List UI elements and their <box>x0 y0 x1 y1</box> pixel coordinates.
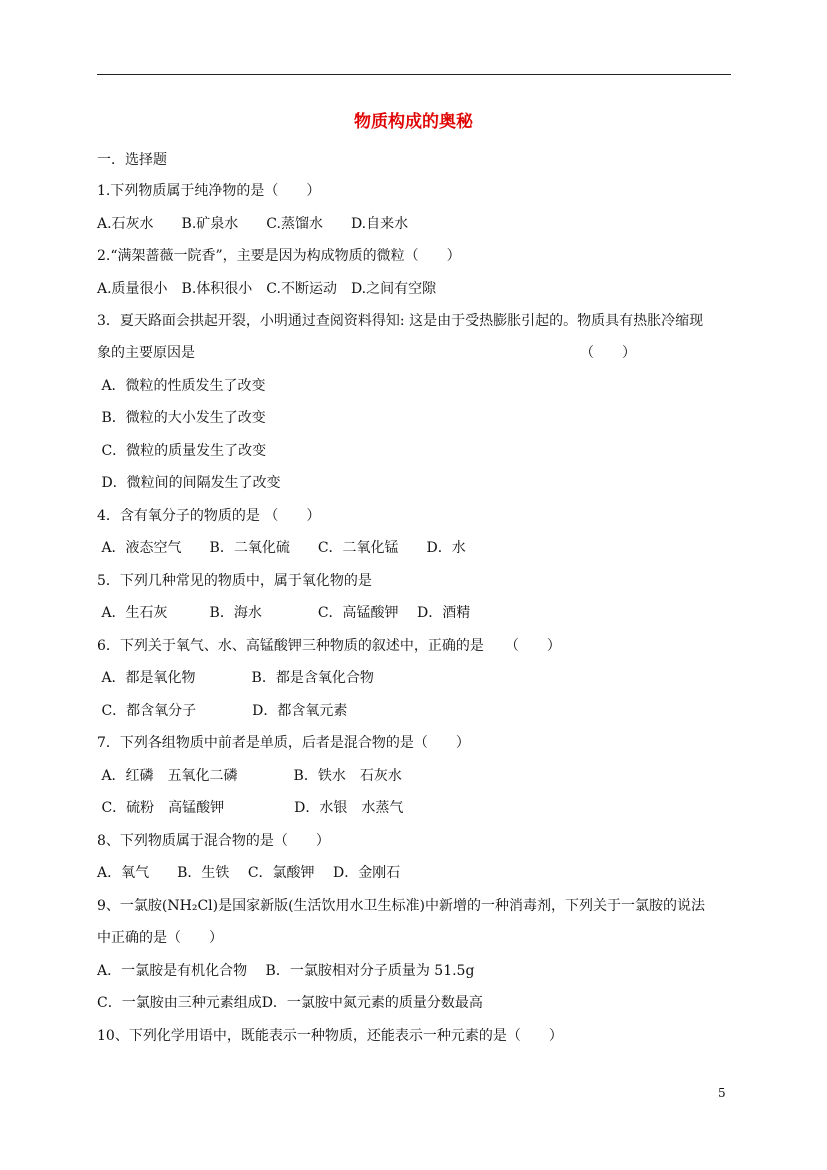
question-line: 1.下列物质属于纯净物的是（ ） <box>97 183 321 199</box>
question-line: 8、下列物质属于混合物的是（ ） <box>97 833 330 849</box>
option-line: A．红磷 五氧化二磷 B．铁水 石灰水 <box>97 768 402 784</box>
question-line: 7．下列各组物质中前者是单质，后者是混合物的是（ ） <box>97 735 470 751</box>
option-line: A．微粒的性质发生了改变 <box>97 378 266 394</box>
option-line: A．都是氧化物 B．都是含氧化合物 <box>97 670 374 686</box>
option-line: A.质量很小 B.体积很小 C.不断运动 D.之间有空隙 <box>97 281 437 297</box>
question-line: 中正确的是（ ） <box>97 930 223 946</box>
page-number: 5 <box>718 1086 726 1100</box>
option-line: C．一氯胺由三种元素组成D．一氯胺中氮元素的质量分数最高 <box>97 995 483 1011</box>
option-line: D．微粒间的间隔发生了改变 <box>97 475 281 491</box>
section-heading: 一．选择题 <box>97 152 167 168</box>
question-line: 象的主要原因是 （ ） <box>97 345 636 361</box>
option-line: C．硫粉 高锰酸钾 D．水银 水蒸气 <box>97 800 404 816</box>
page-title: 物质构成的奥秘 <box>354 112 473 132</box>
option-line: A.石灰水 B.矿泉水 C.蒸馏水 D.自来水 <box>97 216 409 232</box>
question-line: 2.“满架蔷薇一院香”，主要是因为构成物质的微粒（ ） <box>97 248 461 264</box>
option-line: A．生石灰 B．海水 C．高锰酸钾 D．酒精 <box>97 605 471 621</box>
option-line: A．氧气 B．生铁 C．氯酸钾 D．金刚石 <box>97 865 401 881</box>
question-line: 5．下列几种常见的物质中，属于氧化物的是 <box>97 573 372 589</box>
question-line: 3．夏天路面会拱起开裂，小明通过查阅资料得知: 这是由于受热膨胀引起的。物质具有热胀冷缩现 <box>97 313 704 329</box>
option-line: B．微粒的大小发生了改变 <box>97 410 266 426</box>
question-line: 6．下列关于氧气、水、高锰酸钾三种物质的叙述中，正确的是 （ ） <box>97 638 561 654</box>
question-line: 4．含有氧分子的物质的是 （ ） <box>97 508 321 524</box>
option-line: C．微粒的质量发生了改变 <box>97 443 267 459</box>
question-line: 10、下列化学用语中，既能表示一种物质，还能表示一种元素的是（ ） <box>97 1028 563 1044</box>
header-rule <box>97 74 731 75</box>
option-line: A．液态空气 B．二氧化硫 C．二氧化锰 D．水 <box>97 540 466 556</box>
question-line: 9、一氯胺(NH₂Cl)是国家新版(生活饮用水卫生标准)中新增的一种消毒剂，下列关于一氯胺的说法 <box>97 898 706 914</box>
option-line: A．一氯胺是有机化合物 B．一氯胺相对分子质量为 51.5g <box>97 963 475 979</box>
option-line: C．都含氧分子 D．都含氧元素 <box>97 703 348 719</box>
